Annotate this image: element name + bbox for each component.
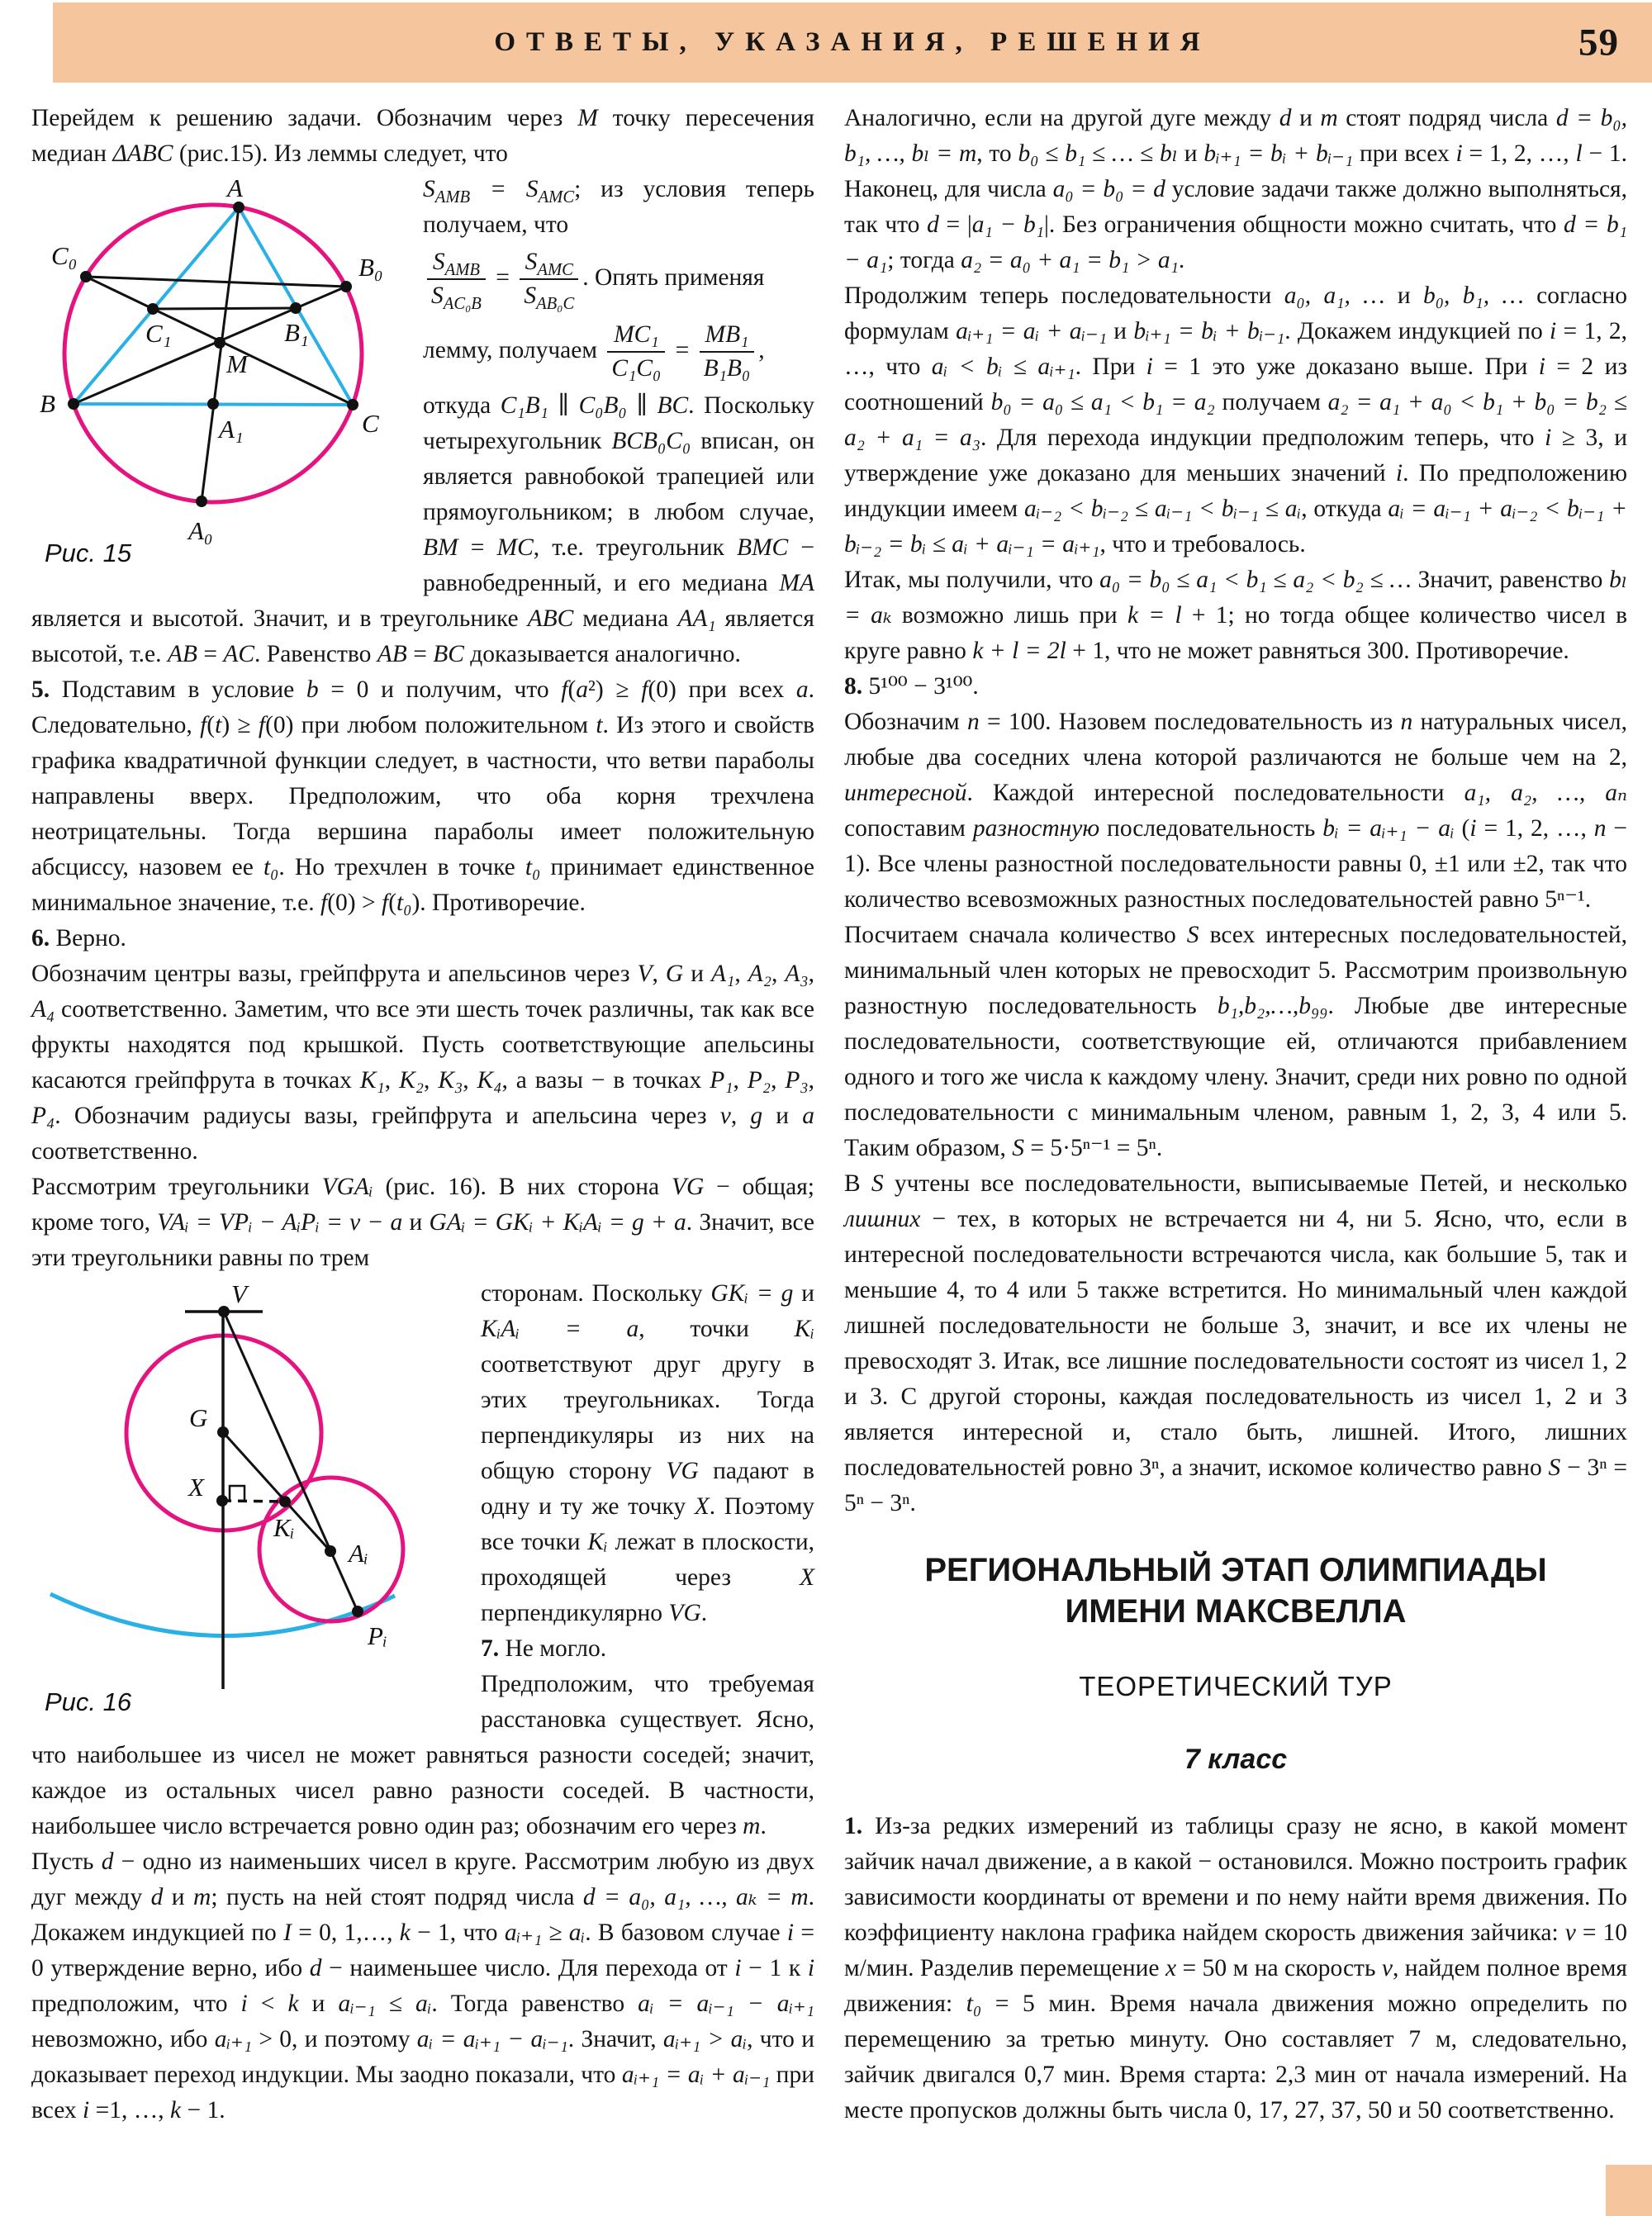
label-c1: C₁: [145, 319, 172, 348]
figure-15-block: [31, 172, 814, 672]
figure-15-caption: Рис. 15: [45, 539, 132, 567]
label-a: A: [227, 178, 243, 202]
label-b0: B₀: [358, 253, 383, 282]
paragraph-solution6-wrap: сторонам. Поскольку GKᵢ = g и KᵢAᵢ = a, точки Kᵢ соответствуют друг другу в этих треугольниках. Тогда перпендикуляры из них на общую сторону VG падают в одну и ту же точку X. Поэтому все точки Kᵢ лежат в плоскости, проходящей через X перпендикулярно VG.: [481, 1280, 815, 1627]
paragraph-problem1-solution: 1. Из-за редких измерений из таблицы сразу не ясно, в какой момент зайчик начал движение, а в какой − остановился. Можно построить график зависимости координаты от времени и по нему найти время движения. По коэффициенту наклона графика найдем скорость движения зайчика: v = 10 м/мин. Разделив перемещение x = 50 м на скорость v, найдем полное время движения: t₀ = 5 мин. Время начала движения можно определить по перемещению за третью минуту. Оно составляет 7 м, следовательно, зайчик двигался 0,7 мин. Время старта: 2,3 мин от начала измерений. На месте пропусков должны быть числа 0, 17, 27, 37, 50 и 50 соответственно.: [844, 1813, 1628, 2123]
label-a1: A₁: [219, 415, 244, 444]
figure-16: [31, 1283, 469, 1716]
paragraph-solution7-induction: Пусть d − одно из наименьших чисел в круге. Рассмотрим любую из двух дуг между d и m; пусть на ней стоят подряд числа d = a₀, a₁, …, aₖ = m. Докажем индукцией по I = 0, 1,…, k − 1, что aᵢ₊₁ ≥ aᵢ. В базовом случае i = 0 утверждение верно, ибо d − наименьшее число. Для перехода от i − 1 к i предположим, что i < k и aᵢ₋₁ ≤ aᵢ. Тогда равенство aᵢ = aᵢ₋₁ − aᵢ₊₁ невозможно, ибо aᵢ₊₁ > 0, и поэтому aᵢ = aᵢ₊₁ − aᵢ₋₁. Значит, aᵢ₊₁ > aᵢ, что и доказывает переход индукции. Мы заодно показали, что aᵢ₊₁ = aᵢ + aᵢ₋₁ при всех i =1, …, k − 1.: [31, 1848, 815, 2124]
label-m: M: [226, 349, 248, 378]
label-b: B: [40, 389, 55, 418]
paragraph-solution4-intro: Перейдем к решению задачи. Обозначим через M точку пересечения медиан ΔABC (рис.15). Из леммы следует, что: [31, 105, 814, 167]
label-x: X: [188, 1473, 204, 1502]
label-g: G: [189, 1403, 208, 1433]
label-pi: Pᵢ: [368, 1621, 387, 1651]
paragraph-solution8-final: В S учтены все последовательности, выписываемые Петей, и несколько лишних − тех, в которых не встречается ни 4, ни 5. Ясно, что, если в интересной последовательности встречаются числа, как большие 5, так и меньшие 4, то 4 или 5 также встретится. Но минимальный член каждой лишней последовательности не больше 3, значит, и все их члены не превосходят 3. Итак, все лишние последовательности состоят из чисел 1, 2 и 3. С другой стороны, каждая последовательность из чисел 1, 2 и 3 является интересной и, стало быть, лишней. Итого, лишних последовательностей ровно 3ⁿ, а значит, искомое количество равно S − 3ⁿ = 5ⁿ − 3ⁿ.: [844, 1170, 1627, 1516]
paragraph-solution4-wrap1: $S_{AMB} = S_{AMC}$; из условия теперь получаем, что: [423, 176, 814, 238]
label-v: V: [231, 1283, 247, 1309]
decorative-corner: [1606, 2165, 1652, 2216]
label-c: C: [362, 409, 379, 438]
paragraph-solution6-triangles: Рассмотрим треугольники VGAᵢ (рис. 16). В них сторона VG − общая; кроме того, VAᵢ = VPᵢ − AᵢPᵢ = v − a и GAᵢ = GKᵢ + KᵢAᵢ = g + a. Значит, все эти треугольники равны по трем: [31, 1174, 814, 1272]
paragraph-solution7-start: Предположим, что требуемая расстановка существует. Ясно, что наибольшее из чисел не может равняться разности соседей; значит, каждое из остальных чисел равно разности соседей. В частности, наибольшее число встречается ровно один раз; обозначим его через m.: [31, 1671, 814, 1840]
paragraph-solution7-other-arc: Аналогично, если на другой дуге между d и m стоят подряд числа d = b₀, b₁, …, bₗ = m, то b₀ ≤ b₁ ≤ … ≤ bₗ и bᵢ₊₁ = bᵢ + bᵢ₋₁ при всех i = 1, 2, …, l − 1. Наконец, для числа a₀ = b₀ = d условие задачи также должно выполняться, так что d = |a₁ − b₁|. Без ограничения общности можно считать, что d = b₁ − a₁; тогда a₂ = a₀ + a₁ = b₁ > a₁.: [844, 105, 1627, 273]
triangle-abc: [74, 207, 353, 405]
label-ai: Aᵢ: [349, 1539, 368, 1568]
paragraph-solution7-conclusion: Итак, мы получили, что a₀ = b₀ ≤ a₁ < b₁ ≤ a₂ < b₂ ≤ … Значит, равенство bₗ = aₖ возможно лишь при k = l + 1; но тогда общее количество чисел в круге равно k + l = 2l + 1, что не может равняться 300. Противоречие.: [844, 567, 1628, 664]
figure-16-block: [31, 1276, 814, 1844]
paragraph-solution8-answer: 8. 5¹⁰⁰ − 3¹⁰⁰.: [844, 673, 979, 700]
paragraph-solution5: 5. Подставим в условие b = 0 и получим, что f(a²) ≥ f(0) при всех a. Следовательно, f(t) ≥ f(0) при любом положительном t. Из этого и свойств графика квадратичной функции следует, в частности, что ветви параболы направлены вверх. Предположим, что оба корня трехчлена неотрицательны. Тогда вершина параболы имеет положительную абсциссу, назовем ее t₀. Но трехчлен в точке t₀ принимает единственное минимальное значение, т.е. f(0) > f(t₀). Противоречие.: [31, 676, 815, 917]
paragraph-solution6-setup: Обозначим центры вазы, грейпфрута и апельсинов через V, G и A₁, A₂, A₃, A₄ соответственно. Заметим, что все эти шесть точек различны, так как все фрукты находятся под крышкой. Пусть соответствующие апельсины касаются грейпфрута в точках K₁, K₂, K₃, K₄, а вазы − в точках P₁, P₂, P₃, P₄. Обозначим радиусы вазы, грейпфрута и апельсина через v, g и a соответственно.: [31, 961, 815, 1165]
header-band: [53, 2, 1652, 83]
paragraph-solution6-answer: 6. Верно.: [31, 925, 126, 952]
section-title: РЕГИОНАЛЬНЫЙ ЭТАП ОЛИМПИАДЫ ИМЕНИ МАКСВЕЛЛА: [924, 1552, 1547, 1630]
equation-lemma: лемму, получаем $\frac{\text{MC₁}}{\text{C₁C₀}}$ = $\frac{\text{MB₁}}{\text{B₁B₀}}$ ,: [423, 321, 765, 382]
page-number: 59: [1578, 21, 1619, 64]
label-ki: Kᵢ: [273, 1513, 295, 1543]
column-right: [844, 101, 1627, 2128]
paragraph-solution8-setup: Обозначим n = 100. Назовем последовательность из n натуральных чисел, любые два соседних члена которой различаются не больше чем на 2, интересной. Каждой интересной последовательности a₁, a₂, …, aₙ сопоставим разностную последовательность bᵢ = aᵢ₊₁ − aᵢ (i = 1, 2, …, n − 1). Все члены разностной последовательности равны 0, ±1 или ±2, так что количество всевозможных разностных последовательностей равно 5ⁿ⁻¹.: [844, 709, 1628, 913]
paragraph-solution8-count: Посчитаем сначала количество S всех интересных последовательностей, минимальный член которых не превосходит 5. Рассмотрим произвольную разностную последовательность b₁,b₂,…,b₉₉. Любые две интересные последовательности, соответствующие ей, отличаются прибавлением одного и того же числа к каждому члену. Значит, среди них ровно по одной последовательности с минимальным членом, равным 1, 2, 3, 4 или 5. Таким образом, S = 5·5ⁿ⁻¹ = 5ⁿ.: [844, 922, 1627, 1161]
figure-15: [31, 178, 411, 567]
grade-heading: 7 класс: [1184, 1744, 1288, 1775]
page-title: ОТВЕТЫ, УКАЗАНИЯ, РЕШЕНИЯ: [494, 27, 1211, 57]
figure-16-caption: Рис. 16: [45, 1687, 132, 1717]
section-subtitle: ТЕОРЕТИЧЕСКИЙ ТУР: [1079, 1671, 1393, 1701]
circumcircle: [64, 205, 362, 502]
column-left: [31, 101, 814, 2128]
paragraph-solution4-wrap2: откуда C₁B₁ ∥ C₀B₀ ∥ BC. Поскольку четырехугольник BCB₀C₀ вписан, он является равнобокой трапецией или прямоугольником; в любом случае, BM = MC, т.е. треугольник BMC − равнобедренный, и его медиана MA является и высотой. Значит, и в треугольнике ABC медиана AA₁ является высотой, т.е. AB = AC. Равенство AB = BC доказывается аналогично.: [31, 392, 815, 668]
equation-areas: $\frac{S_{AMB}}{S_{AC_0B}}$ = $\frac{S_{AMC}}{S_{AB_0C}}$ . Опять применяя: [31, 243, 814, 316]
label-b1: B₁: [284, 318, 309, 347]
paragraph-solution7-sequences: Продолжим теперь последовательности a₀, a₁, … и b₀, b₁, … согласно формулам aᵢ₊₁ = aᵢ + aᵢ₋₁ и bᵢ₊₁ = bᵢ + bᵢ₋₁. Докажем индукцией по i = 1, 2, …, что aᵢ < bᵢ ≤ aᵢ₊₁. При i = 1 это уже доказано выше. При i = 2 из соотношений b₀ = a₀ ≤ a₁ < b₁ = a₂ получаем a₂ = a₁ + a₀ < b₁ + b₀ = b₂ ≤ a₂ + a₁ = a₃. Для перехода индукции предположим теперь, что i ≥ 3, и утверждение уже доказано для меньших значений i. По предположению индукции имеем aᵢ₋₂ < bᵢ₋₂ ≤ aᵢ₋₁ < bᵢ₋₁ ≤ aᵢ, откуда aᵢ = aᵢ₋₁ + aᵢ₋₂ < bᵢ₋₁ + bᵢ₋₂ = bᵢ ≤ aᵢ + aᵢ₋₁ = aᵢ₊₁, что и требовалось.: [844, 282, 1628, 558]
paragraph-solution7-answer: 7. Не могло.: [481, 1635, 607, 1663]
label-c0: C₀: [51, 241, 78, 270]
label-a0: A₀: [188, 516, 213, 545]
right-angle-mark: [230, 1486, 244, 1501]
